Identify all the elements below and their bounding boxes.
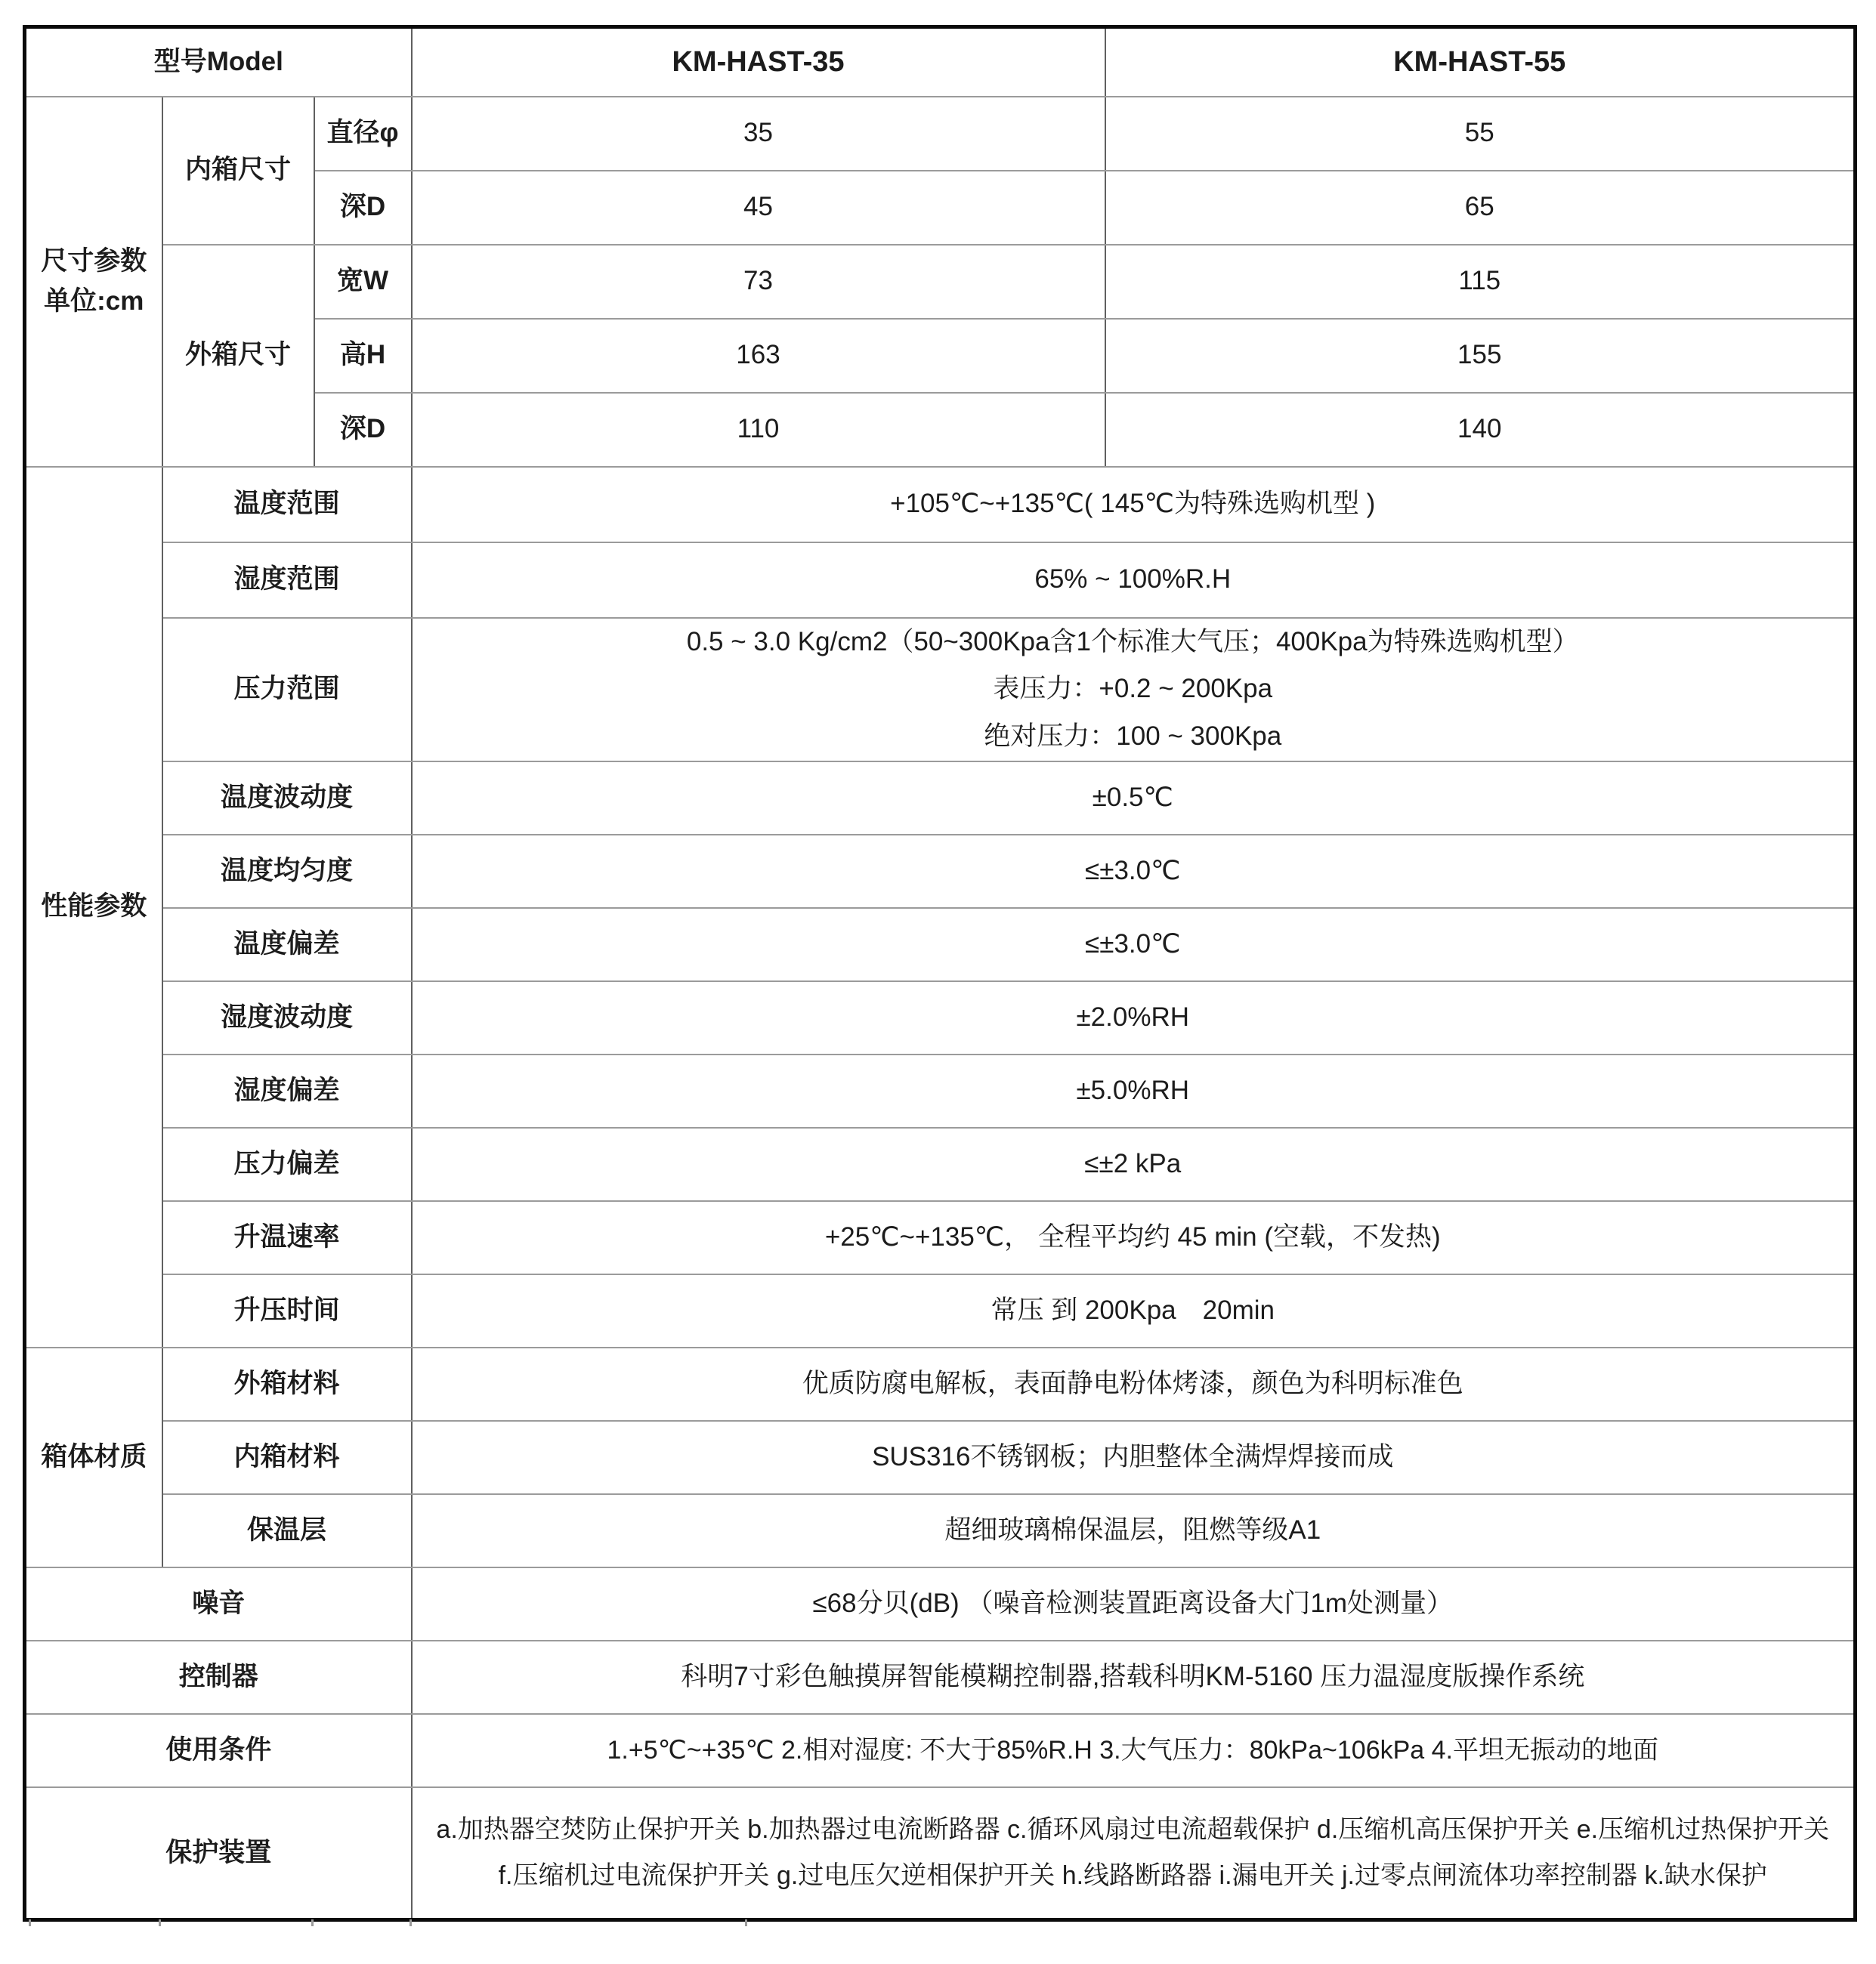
header-row [25, 27, 1856, 97]
material-value: 优质防腐电解板，表面静电粉体烤漆，颜色为科明标准色 [412, 1348, 1856, 1421]
perf-param: 湿度范围 [162, 542, 412, 618]
dim-value-35: 110 [412, 393, 1105, 467]
perf-value: ±5.0%RH [412, 1055, 1856, 1128]
perf-param: 压力范围 [162, 618, 412, 761]
materials-section-label: 箱体材质 [25, 1348, 162, 1567]
protection-devices-line2: f.压缩机过电流保护开关 g.过电压欠逆相保护开关 h.线路断路器 i.漏电开关 j.过零点闸流体功率控制器 k.缺水保护 [498, 1861, 1767, 1890]
perf-row-heatup-rate [25, 1201, 1856, 1274]
perf-param: 压力偏差 [162, 1128, 412, 1201]
general-param: 使用条件 [25, 1714, 412, 1787]
protection-devices-line1: a.加热器空焚防止保护开关 b.加热器过电流断路器 c.循环风扇过电流超载保护 d.压缩机高压保护开关 e.压缩机过热保护开关 [436, 1815, 1830, 1845]
perf-row-humidity-range [25, 542, 1856, 618]
model-name-km-hast-35: KM-HAST-35 [412, 27, 1105, 97]
dim-value-35: 163 [412, 319, 1105, 393]
dim-value-55: 65 [1105, 171, 1856, 245]
general-param: 噪音 [25, 1567, 412, 1641]
perf-param: 升温速率 [162, 1201, 412, 1274]
perf-value: 65% ~ 100%R.H [412, 542, 1856, 618]
perf-row-humidity-deviation [25, 1055, 1856, 1128]
pressure-range-line2: 表压力：+0.2 ~ 200Kpa [993, 674, 1273, 704]
perf-param: 温度偏差 [162, 908, 412, 981]
dim-param: 高H [314, 319, 412, 393]
perf-value: +25℃~+135℃， 全程平均约 45 min (空载，不发热) [412, 1201, 1856, 1274]
perf-value: ≤±3.0℃ [412, 908, 1856, 981]
dim-value-35: 35 [412, 97, 1105, 171]
material-value: SUS316不锈钢板；内胆整体全满焊焊接而成 [412, 1421, 1856, 1494]
model-header-label: 型号Model [25, 27, 412, 97]
model-name-km-hast-55: KM-HAST-55 [1105, 27, 1856, 97]
material-row-inner [25, 1421, 1856, 1494]
dim-value-35: 73 [412, 245, 1105, 319]
outer-box-label: 外箱尺寸 [162, 245, 314, 467]
perf-row-pressure-deviation [25, 1128, 1856, 1201]
material-row-insulation [25, 1494, 1856, 1567]
perf-value: ±2.0%RH [412, 981, 1856, 1055]
general-row-noise [25, 1567, 1856, 1641]
perf-row-pressurize-time [25, 1274, 1856, 1348]
general-row-controller [25, 1641, 1856, 1714]
divider-stub [745, 1919, 747, 1926]
dim-value-55: 55 [1105, 97, 1856, 171]
material-param: 内箱材料 [162, 1421, 412, 1494]
divider-stub [159, 1919, 161, 1926]
dimensions-section-label [25, 97, 162, 467]
dimensions-section-label-line1: 尺寸参数 [41, 246, 147, 276]
general-row-conditions [25, 1714, 1856, 1787]
dim-value-55: 155 [1105, 319, 1856, 393]
perf-param: 升压时间 [162, 1274, 412, 1348]
perf-param: 温度范围 [162, 467, 412, 542]
material-param: 外箱材料 [162, 1348, 412, 1421]
perf-value: +105℃~+135℃( 145℃为特殊选购机型 ) [412, 467, 1856, 542]
dim-row-width [25, 245, 1856, 319]
perf-value: 常压 到 200Kpa 20min [412, 1274, 1856, 1348]
divider-stub [410, 1919, 412, 1926]
dim-param: 直径φ [314, 97, 412, 171]
perf-row-temp-fluctuation [25, 761, 1856, 835]
perf-row-pressure-range [25, 618, 1856, 761]
pressure-range-line1: 0.5 ~ 3.0 Kg/cm2（50~300Kpa含1个标准大气压；400Kpa为特殊选购机型） [686, 627, 1579, 657]
dim-param: 深D [314, 171, 412, 245]
perf-value: ≤±3.0℃ [412, 835, 1856, 908]
material-param: 保温层 [162, 1494, 412, 1567]
perf-row-humidity-fluctuation [25, 981, 1856, 1055]
dim-param: 深D [314, 393, 412, 467]
inner-box-label: 内箱尺寸 [162, 97, 314, 245]
divider-stub [311, 1919, 314, 1926]
general-param: 保护装置 [25, 1787, 412, 1920]
dim-value-55: 115 [1105, 245, 1856, 319]
general-value: 1.+5℃~+35℃ 2.相对湿度: 不大于85%R.H 3.大气压力：80kPa~106kPa 4.平坦无振动的地面 [412, 1714, 1856, 1787]
divider-stub [29, 1919, 31, 1926]
perf-value: ±0.5℃ [412, 761, 1856, 835]
material-value: 超细玻璃棉保温层，阻燃等级A1 [412, 1494, 1856, 1567]
perf-row-temp-deviation [25, 908, 1856, 981]
perf-row-temp-uniformity [25, 835, 1856, 908]
pressure-range-line3: 绝对压力：100 ~ 300Kpa [984, 721, 1282, 751]
perf-param: 湿度波动度 [162, 981, 412, 1055]
general-value: 科明7寸彩色触摸屏智能模糊控制器,搭载科明KM-5160 压力温湿度版操作系统 [412, 1641, 1856, 1714]
general-value: ≤68分贝(dB) （噪音检测装置距离设备大门1m处测量） [412, 1567, 1856, 1641]
dimensions-section-label-line2: 单位:cm [44, 286, 144, 316]
dim-row-diameter [25, 97, 1856, 171]
perf-value: ≤±2 kPa [412, 1128, 1856, 1201]
dim-param: 宽W [314, 245, 412, 319]
perf-value-pressure-range [412, 618, 1856, 761]
protection-devices-value [412, 1787, 1856, 1920]
spec-table [23, 25, 1857, 1922]
dim-value-55: 140 [1105, 393, 1856, 467]
dim-value-35: 45 [412, 171, 1105, 245]
perf-row-temp-range [25, 467, 1856, 542]
perf-param: 温度波动度 [162, 761, 412, 835]
perf-param: 湿度偏差 [162, 1055, 412, 1128]
material-row-outer [25, 1348, 1856, 1421]
performance-section-label: 性能参数 [25, 467, 162, 1348]
perf-param: 温度均匀度 [162, 835, 412, 908]
general-param: 控制器 [25, 1641, 412, 1714]
general-row-protection [25, 1787, 1856, 1920]
